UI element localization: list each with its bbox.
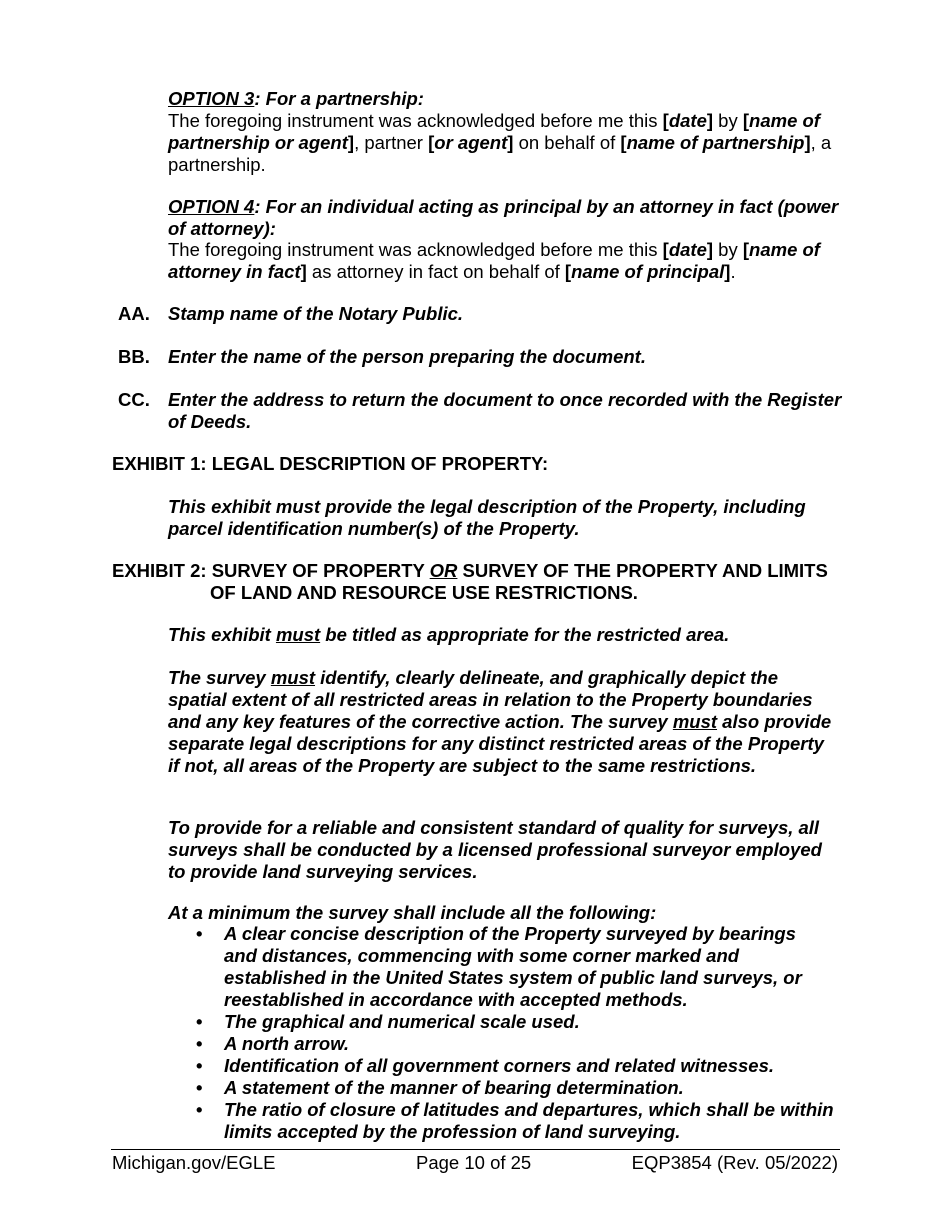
list-item: • Identification of all government corners and related witnesses. [168, 1055, 858, 1077]
list-item: • A statement of the manner of bearing determination. [168, 1077, 858, 1099]
exhibit2-heading: EXHIBIT 2: SURVEY OF PROPERTY OR SURVEY OF THE PROPERTY AND LIMITS [112, 560, 828, 581]
item-cc-text: Enter the address to return the document to once recorded with the Register of Deeds. [168, 389, 842, 432]
list-item: • The graphical and numerical scale used. [168, 1011, 858, 1033]
footer-divider [111, 1149, 840, 1150]
item-aa-text: Stamp name of the Notary Public. [168, 303, 464, 324]
option3-heading: OPTION 3: For a partnership: [168, 88, 424, 109]
exhibit2-minimum-intro: At a minimum the survey shall include all the following: [168, 902, 657, 923]
footer-page-number: Page 10 of 25 [416, 1152, 532, 1173]
list-item: • A north arrow. [168, 1033, 858, 1055]
item-aa-label: AA. [118, 303, 150, 324]
survey-requirements-list [168, 923, 858, 1143]
option4-heading: OPTION 4: For an individual acting as principal by an attorney in fact (power of attorney): [168, 196, 839, 239]
exhibit1-heading: EXHIBIT 1: LEGAL DESCRIPTION OF PROPERTY: [112, 453, 549, 474]
item-bb-text: Enter the name of the person preparing the document. [168, 346, 646, 367]
option3-label: OPTION 3 [168, 88, 255, 109]
item-bb-label: BB. [118, 346, 150, 367]
option4-paragraph: The foregoing instrument was acknowledged before me this [date] by [name of attorney in fact] as attorney in fact on behalf of [name of principal]. [168, 239, 820, 282]
list-item: • A clear concise description of the Property surveyed by bearings and distances, commencing with some corner marked and established in the United States system of public land surveys, or reestablished in accordance with accepted methods. [168, 923, 858, 1011]
option3-paragraph: The foregoing instrument was acknowledged before me this [date] by [name of partnership or agent], partner [or agent] on behalf of [name of partnership], a partnership. [168, 110, 832, 175]
footer-website: Michigan.gov/EGLE [112, 1152, 276, 1173]
exhibit1-text: This exhibit must provide the legal description of the Property, including parcel identification number(s) of the Property. [168, 496, 806, 539]
item-cc-label: CC. [118, 389, 150, 410]
exhibit2-title-requirement: This exhibit must be titled as appropriate for the restricted area. [168, 624, 730, 645]
option4-label: OPTION 4 [168, 196, 255, 217]
list-item: • The ratio of closure of latitudes and departures, which shall be within limits accepted by the profession of land surveying. [168, 1099, 858, 1143]
exhibit2-survey-paragraph: The survey must identify, clearly delineate, and graphically depict the spatial extent of all restricted areas in relation to the Property boundaries and any key features of the corrective action. The survey must also provide separate legal descriptions for any distinct restricted areas of the Property if not, all areas of the Property are subject to the same restrictions. [168, 667, 832, 776]
footer-form-number: EQP3854 (Rev. 05/2022) [631, 1152, 838, 1173]
exhibit2-quality-paragraph: To provide for a reliable and consistent standard of quality for surveys, all surveys shall be conducted by a licensed professional surveyor employed to provide land surveying services. [168, 817, 822, 882]
exhibit2-heading-continued: OF LAND AND RESOURCE USE RESTRICTIONS. [210, 582, 638, 603]
